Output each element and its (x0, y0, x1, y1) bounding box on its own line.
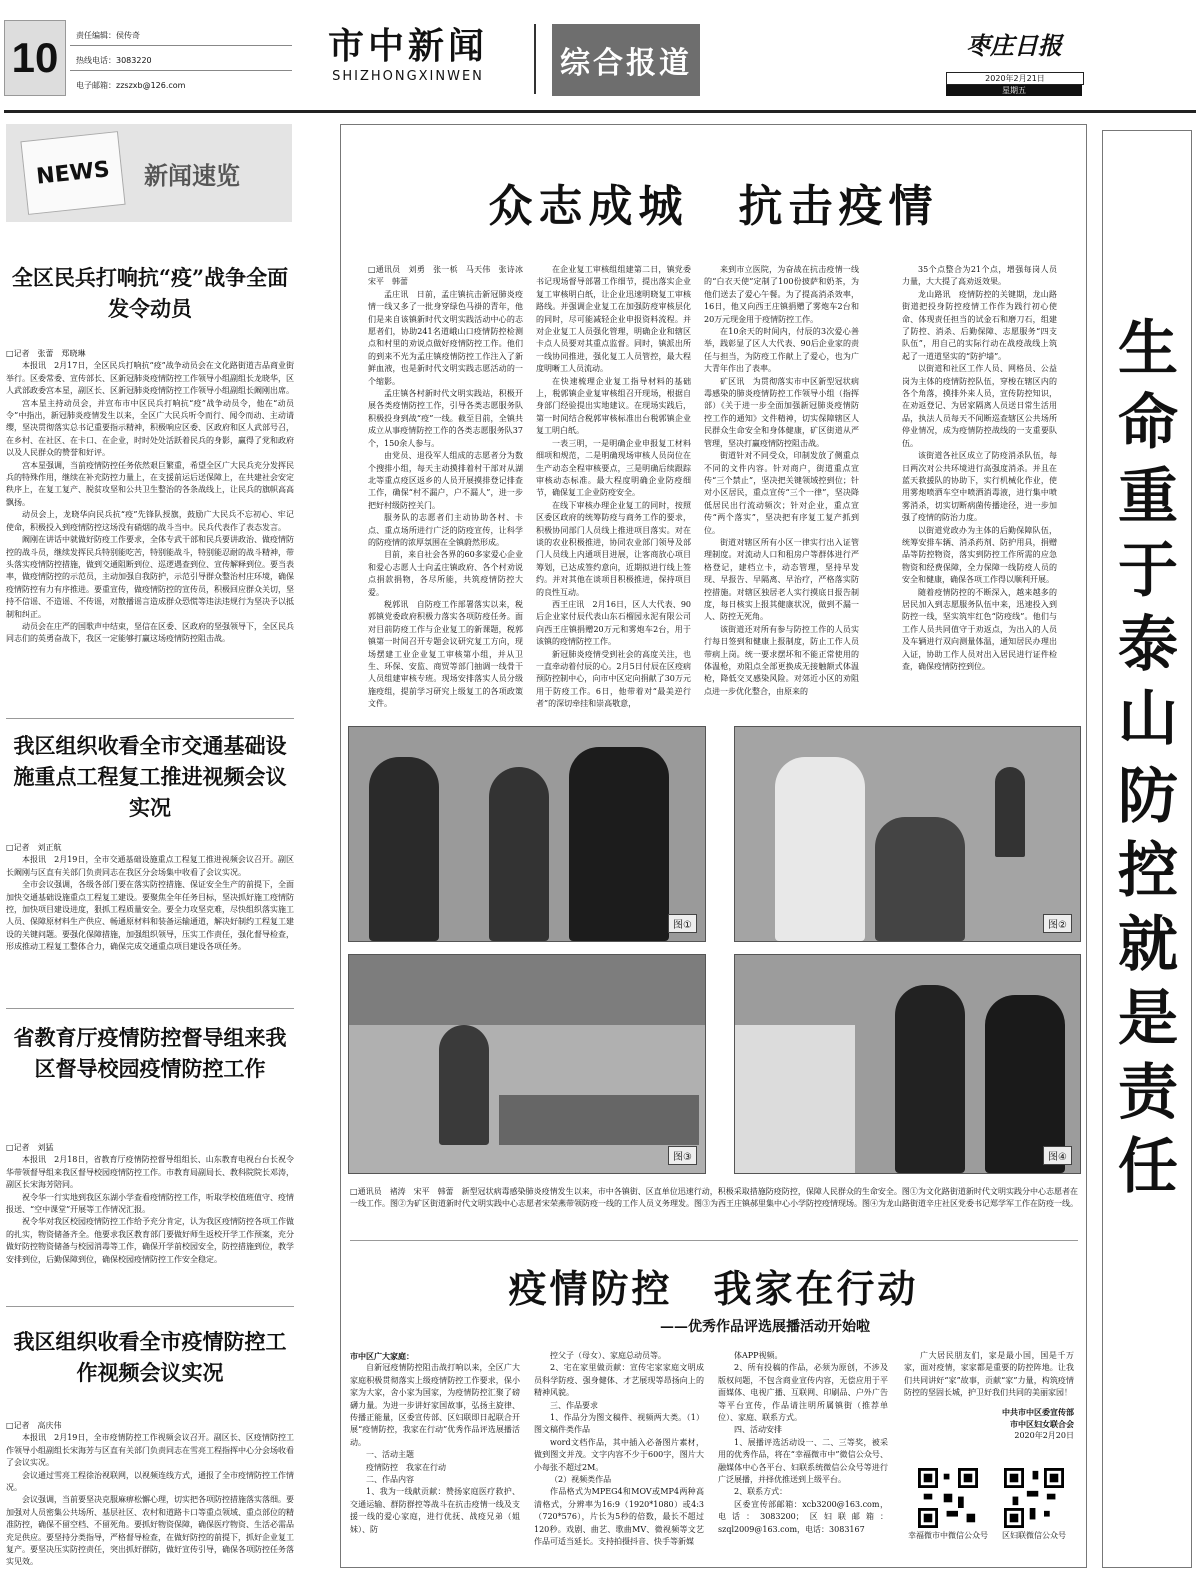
paragraph: 随着疫情防控的不断深入，越来越多的居民加入到志愿服务队伍中来，迅速投入到防控一线，坚实筑牢红色“防疫线”。他们与工作人员共同值守于劝返点，为出入的人员及车辆进行双向测量体温，通知居民办理出入证，协助工作人员对出入居民进行证件检查，确保疫情防控到位。 (902, 587, 1057, 671)
paragraph: 以街道和社区工作人员、网格员、公益岗为主体的疫情防控队伍，穿梭在辖区内的各个角落，摸排外来人员，宣传防控知识，在劝返登记、为居家隔离人员送日常生活用品，执法人员每天不间断巡查辖区公共场所停业情况，成为疫情防控战线的一支重要队伍。 (902, 364, 1057, 448)
divider (6, 1008, 294, 1009)
article-body (6, 1142, 294, 1266)
paragraph: 2、所有投稿的作品，必须为原创，不涉及版权问题，不包含商业宣传内容，无偿应用于平面媒体、电视广播、互联网、印刷品、户外广告等平台宣传，作品请注明所属镇街（推荐单位）、家庭、联系方式。 (718, 1363, 888, 1423)
paragraph: 孟庄镇各村新时代文明实践站，积极开展各类疫情防控工作，引导各类志愿服务队积极投身到战“疫”一线。截至目前，全镇共成立从事疫情防控工作的各类志愿服务队37个，150余人参与。 (368, 389, 523, 448)
person-figure (489, 767, 549, 941)
person-figure (439, 1025, 489, 1145)
article-column (902, 264, 1057, 673)
paragraph: 服务队的志愿者们主动协助各村、卡点、重点场所进行广泛的防疫宣传，让科学的防疫情的浓厚氛围在全镇蔚然形成。 (368, 513, 523, 547)
photo-haircut (734, 726, 1081, 942)
paragraph: 宫本星主持动员会，并宣布市中区民兵打响抗“疫”战争动员令，他在“动员令”中指出，新冠肺炎疫情发生以来，全区广大民兵听令而行、闻令而动、主动请缨，坚决贯彻落实总书记重要指示精神，积极响应区委、区政府和区人武部号召，在乡村、在社区、在卡口、在企业，时时处处活跃着民兵的身影，赢得了党和政府以及人民群众的赞誉和好评。 (6, 398, 294, 458)
article-body (6, 1420, 294, 1569)
paragraph: 1、作品分为图文稿件、视频两大类。（1）图文稿件类作品 (534, 1413, 704, 1435)
paragraph: 二、作品内容 (366, 1475, 414, 1485)
paragraph: （2）视频类作品 (550, 1475, 612, 1485)
article-byline: □记者 刘猛 (6, 1143, 54, 1152)
paragraph: 在10余天的时间内，付辰的3次爱心善举，践彰显了区人大代表、90后企业家的责任与担当，为防疫工作献上了爱心，也为广大青年作出了表率。 (704, 327, 859, 374)
article-byline: □记者 高庆伟 (6, 1421, 62, 1430)
paragraph: 本报讯 2月19日，全市疫情防控工作视频会议召开。副区长、区疫情防控工作领导小组副组长宋海芳与区直有关部门负责同志在雪亮工程指挥中心分会场收看了会议实况。 (6, 1433, 294, 1468)
article-title: 省教育厅疫情防控督导组来我区督导校园疫情防控工作 (13, 1025, 287, 1081)
article-title: 全区民兵打响抗“疫”战争全面发令动员 (11, 265, 289, 321)
masthead-title: 市中新闻 (327, 25, 488, 67)
editor-line: 责任编辑：侯传奇 (76, 31, 140, 40)
masthead-subtitle: SHIZHONGXINWEN (332, 69, 484, 84)
article-byline: □记者 张蕾 郑晓琳 (6, 349, 86, 358)
article-column (704, 264, 859, 698)
signature: 市中区妇女联合会 (1010, 1419, 1074, 1430)
paragraph: 龙山路讯 疫情防控的关键期，龙山路街道把投身防控疫情工作作为践行初心使命、体现责任担当的试金石和磨刀石，组建了防控、消杀、后勤保障、志愿服务“四支队伍”，用自己的实际行动在战疫战线上筑起了一道道坚实的“防护墙”。 (902, 289, 1057, 361)
paragraph: 该街道还对所有参与防控工作的人员实行每日签到和健康上报制度，防止工作人员带病上岗。统一要求摆坏和不能正常使用的体温枪，劝阻点全部更换成无接触额式体温枪，降低交叉感染风险。对郊近小区的劝阻点进一步优化整合，由原来的 (704, 624, 859, 696)
paragraph: 该街道各社区成立了防疫消杀队伍，每日两次对公共环境进行高强度消杀。并且在蓝天救援队的协助下，实行机械化作业，使用雾炮喷洒车空中喷洒消毒液，进行集中喷雾消杀，切实切断病菌传播途径，进一步加强了疫情的防治力度。 (902, 451, 1057, 523)
header-rule (4, 110, 1196, 113)
article-body (6, 348, 294, 646)
paragraph: 街道针对不同受众，印制发放了侧重点不同的文件内容。针对商户，街道重点宣传“三个禁止”，坚决把关键领域控到位；针对小区居民，重点宣传“三个一律”，坚决降低居民出行流动频次；针对企业，重点宣传“两个落实”，坚决把有序复工复产抓到位。 (704, 451, 859, 535)
campaign-title: 疫情防控 我家在行动 (508, 1267, 919, 1311)
paragraph: 来到市立医院，为奋战在抗击疫情一线的“白衣天使”定制了100份披萨和奶茶，为他们送去了爱心午餐。为了提高消杀效率，16日，他又向西王庄镇捐赠了雾炮车2台和20万元现金用于疫情防控工作。 (704, 265, 859, 324)
paragraph: 区委宣传部邮箱：xcb3200@163.com，电话：3083200；区妇联邮箱：szql2009@163.com，电话：3083167 (718, 1499, 888, 1534)
paragraph: 疫情防控 我家在行动 (366, 1462, 446, 1472)
paragraph: 动员会在庄严的国歌声中结束，坚信在区委、区政府的坚强领导下，全区民兵同志们的英勇奋战下，我区一定能够打赢这场疫情防控阻击战。 (6, 621, 294, 644)
article-title: 我区组织收看全市疫情防控工作视频会议实况 (13, 1329, 287, 1385)
paragraph: 街道对辖区所有小区一律实行出入证管理制度。对流动人口和租房户等群体进行严格登记，建档立卡，动态管理，坚持早发现、早报告、早隔离、早治疗，严格落实防控措施。对辖区独居老人实行摸底日报告制度，每日核实上报其健康状况，做到不漏一人、防控无死角。 (704, 537, 859, 622)
paragraph: 本报讯 2月17日，全区民兵打响抗“疫”战争动员会在文化路街道吉品商业街举行。区委常委、宣传部长、区新冠肺炎疫情防控工作领导小组副组长龙晓华，区人武部政委宫本星，副区长、区新冠肺炎疫情防控工作领导小组副组长阚刚出席。 (6, 361, 294, 396)
paragraph: 35个点整合为21个点，增强每岗人员力量，大大提了高劝返效果。 (902, 265, 1057, 287)
paragraph: 本报讯 2月18日，省教育厅疫情防控督导组组长、山东教育电视台台长祝令华带领督导组来我区督导校园疫情防控工作。市教育局副局长、教科院院长邓涛，副区长宋海芳陪同。 (6, 1155, 294, 1190)
article-byline: □通讯员 刘勇 张一梹 马天伟 张诗冰 宋平 韩蕾 (368, 265, 531, 287)
section-title: 综合报道 (552, 24, 700, 96)
page-number: 10 (4, 20, 66, 96)
publication-date: 2020年2月21日 (946, 72, 1084, 85)
notice-column (350, 1350, 520, 1536)
hotline-line: 热线电话：3083220 (76, 56, 152, 65)
article-byline: □记者 刘正航 (6, 843, 62, 852)
paragraph: 三、作品要求 (550, 1400, 598, 1410)
paragraph: 动员会上，龙晓华向民兵抗“疫”先锋队授旗，鼓励广大民兵不忘初心、牢记使命，积极投入到疫情防控这场没有硝烟的战斗当中。民兵代表作了表态发言。 (6, 510, 294, 532)
photo-label: 图③ (668, 1146, 697, 1165)
paragraph: 祝令华对我区校园疫情防控工作给予充分肯定，认为我区疫情防控各项工作做的扎实，物资储备齐全。他要求我区教育部门要做好师生返校开学工作预案，充分做好防控物资储备与校园消毒等工作，确保开学前校园安全，防控措施到位，教学安排到位，后勤保障到位，确保校园疫情防控工作安全稳定。 (6, 1217, 294, 1264)
person-figure (895, 985, 965, 1173)
paragraph: 孟庄讯 日前，孟庄镇抗击新冠肺炎疫情一线又多了一批身穿绿色马褂的青年，他们是来自该镇新时代文明实践活动中心的志愿者们，协助241名道峨山口疫情防控检测点和村里的劝说点做好疫情防控工作。他们的到来不光为孟庄镇疫情防控工作注入了新鲜血液，也是新时代文明实践志愿活动的一个缩影。 (368, 289, 523, 386)
tent (735, 1025, 855, 1173)
article-column (368, 264, 531, 711)
paragraph: word文档作品，其中插入必备图片素材，做到图文并茂。文字内容不少于600字，图片大小每张不超过2M。 (534, 1437, 704, 1472)
divider (6, 1306, 294, 1307)
paragraph: 以街道党政办为主体的后勤保障队伍，统筹安排车辆、消杀药剂、防护用具，捐赠品等防控物资，落实到防控工作所需的应急物资和经费保障，全力保障一线防疫人员的安全和健康，确保各项工作得以顺利开展。 (902, 525, 1057, 585)
paragraph: 一、活动主题 (366, 1450, 414, 1460)
divider (350, 1240, 1078, 1241)
paragraph: 自新冠疫情防控阻击战打响以来，全区广大家庭积极贯彻落实上级疫情防控工作要求，保小家为大家，舍小家为国家，为疫情防控汇聚了磅礴力量。为进一步讲好家国故事，弘扬主旋律、传播正能量，区委宣传部、区妇联即日起联合开展“疫情防控，我家在行动”优秀作品评选展播活动。 (350, 1363, 520, 1447)
paper-logo: 枣庄日报 (966, 31, 1062, 60)
paragraph: 目前，来自社会各界的60多家爱心企业和爱心志愿人士向孟庄镇政府、各个村劝说点捐款捐物，各尽所能，共筑疫情防控大爱。 (368, 550, 523, 597)
article-title: 我区组织收看全市交通基础设施重点工程复工推进视频会议实况 (13, 733, 287, 820)
photo-label: 图② (1043, 914, 1072, 933)
paragraph: 本报讯 2月19日，全市交通基础设施重点工程复工推进视频会议召开。副区长阚刚与区直有关部门负责同志在我区分会场集中收看了会议实况。 (6, 855, 294, 877)
person-figure (775, 757, 865, 941)
paragraph: 由党员、退役军人组成的志愿者分为数个搜排小组，每天主动摸排着村干部对从湖北等重点疫区返乡的人员开展摸排登记排查工作，确保“村不漏户，户不漏人”，进一步把好村级防控关门。 (368, 451, 523, 510)
photo-classroom (348, 954, 706, 1174)
classroom-wall (349, 955, 705, 1025)
divider (70, 70, 292, 71)
qr-label: 区妇联微信公众号 (1002, 1531, 1066, 1540)
paragraph: 控父子（母女）、家庭总动员等。 (550, 1351, 666, 1360)
paragraph: 在企业复工审核组组建第二日，镇党委书记现场督导部署工作细节，提出落实企业复工审核明白纸，让企业迅速明晓复工审核路线。并强调企业复工在加强防疫审核层化的同时，尽可能减轻企业申报资料流程。并对企业复工人员强化管理，明确企业和辖区卡点人员要对其重点监督。同时，镇派出所一线协同推进，强化复工人员管控，最大程度明晰工人员流动。 (536, 265, 691, 374)
paragraph: 矿区讯 为贯彻落实市中区新型冠状病毒感染的肺炎疫情防控工作领导小组（指挥部）《关于进一步全面加强新冠肺炎疫情防控工作的通知》文件精神，切实保障辖区人民群众生命安全和身体健康，矿区街道从严管理，坚决打赢疫情防控阻击战。 (704, 376, 859, 448)
paragraph: 税郭讯 自防疫工作部署落实以来，税郭镇党委政府积极力落实各项防疫任务。面对目前防疫工作与企业复工的新课题，税郭镇第一时间召开专题会议研究复工方向，现场摆建工业企业复工审核第小组，并从卫生、环保、安监、商贸等部门抽调一线骨干人员组建审核专班。现场安排落实人员分级施疫组，提前学习研究上级复工的各项政策文件。 (368, 599, 523, 709)
paragraph: 2、宅在家里做贡献：宣传宅家家庭文明成员科学防疫、强身健体、才艺展现等昂扬向上的精神风貌。 (534, 1363, 704, 1398)
notice-column (534, 1350, 704, 1549)
paragraph: 祝令华一行实地到我区东湖小学查看疫情防控工作，听取学校值班值守、疫情报送、“空中课堂”开展等工作情况汇报。 (6, 1192, 294, 1215)
paragraph: 阚刚在讲话中就做好防疫工作要求，全体专武干部和民兵要讲政治、做疫情防控的战斗员，继续发挥民兵特别能吃苦，特别能战斗，特别能忍耐的战斗精神，带头落实疫情防控措施，做到交通阻断到位、巡逻遇查到位、宣传解释到位。要当表率，做疫情防控的示范员，主动加强自我防护，示范引导群众整治村庄环境，确保疫情防控有力有序推进。要重宣传，做疫情防控的宣传员，积极回应群众关切，坚持不信谣、不造谣、不传谣，对散播谣言造成群众恐慌等违法违规行为坚决予以抵制和纠正。 (6, 535, 294, 619)
paragraph: 2、联系方式： (734, 1487, 788, 1497)
paragraph: 广大居民朋友们，家是最小国，国是千万家，面对疫情，家家都是重要的防控阵地。让我们共同讲好“家”故事，贡献“家”力量，构筑疫情防控的坚固长城，护卫好我们共同的美丽家园！ (904, 1351, 1074, 1398)
paragraph: 会议通过雪亮工程徐治视联网，以视频连线方式，通报了全市疫情防控工作情况。 (6, 1470, 294, 1493)
slogan-text: 生命重于泰山 (1118, 314, 1178, 754)
divider (534, 24, 536, 94)
campaign-subtitle: ——优秀作品评选展播活动开始啦 (660, 1319, 870, 1335)
paragraph: 西王庄讯 2月16日，区人大代表、90后企业家付辰代表山东石榴园永泥有限公司向西王庄镇捐赠20万元和雾炮车2台，用于该镇的疫情防控工作。 (536, 599, 691, 647)
article-body (6, 842, 294, 954)
paragraph: 全市会议强调，各级各部门要在落实防控措施、保证安全生产的前提下，全面加快交通基础设施重点工程复工建设。要聚焦全年任务目标，坚决抓好施工疫情防控，加快项目建设进度，狠抓工程质量安全。要全力攻坚克难，尽快组织落实施工人员、保障原材料生产供应、畅通原材料和装备运输通道，解决好制约工程复工建设的关键问题。要强化保障措施，加强组织领导，压实工作责任，强化督导检查，形成推动工程复工整体合力，确保完成交通重点项目建设各项任务。 (6, 880, 294, 952)
person-figure (875, 817, 965, 941)
email-line: 电子邮箱：zzszxb@126.com (76, 81, 186, 90)
masthead (304, 18, 512, 98)
news-tag: NEWS (20, 131, 125, 215)
notice-salutation: 市中区广大家庭： (350, 1351, 414, 1361)
photo-volunteers (348, 726, 706, 942)
person-figure (995, 767, 1025, 857)
qr-code-icon (918, 1468, 978, 1528)
paragraph: 会议强调，当前要坚决克服麻痹松懈心理，切实把各项防控措施落实落细。要加强对人员密集公共场所、基层社区、农村和道路卡口等重点领域、重点部位的精准防控，确保不留空档、不留死角。要抓好物资保障，确保医疗物资、生活必需品充足供应。要坚持分类指导，严格督导检查，在做好防控的前提下，抓好企业复工复产。要坚决压实防控责任，突出抓好群防，做好宣传引导，确保各项防控任务落实见效。 (6, 1495, 294, 1567)
photo-label: 图④ (1043, 1146, 1072, 1165)
paragraph: 体APP视频。 (734, 1351, 783, 1360)
paragraph: 宫本星强调，当前疫情防控任务依然艰巨繁重，希望全区广大民兵充分发挥民兵的特殊作用，继续在补充防控力量上，在支援前运后送保障上，在共建社会安定秩序上，在复工复产、脱贫攻坚和公共卫生整治的各条战线上，让民兵的旗帜高高飘扬。 (6, 460, 294, 507)
weekday-label: 星期五 (946, 85, 1082, 96)
person-figure (369, 757, 439, 941)
person-figure (569, 747, 669, 941)
signature-date: 2020年2月20日 (1014, 1431, 1074, 1441)
desks (499, 1095, 699, 1145)
signature: 中共市中区委宣传部 (1002, 1406, 1074, 1417)
paragraph: 1、我为一线献贡献：赞扬家庭医疗救护、交通运输、群防群控等战斗在抗击疫情一线及支援一线的爱心家庭，进行优抚、战疫兄弟（姐妹）、防 (350, 1487, 520, 1534)
notice-column (904, 1350, 1074, 1443)
paragraph: 在快速梳理企业复工指导材料的基础上，税郭镇企业复审核组召开现场，根据自身部门经验提出实地建议。在现场实践后，第一时间结合税郭审核标准出台税郭镇企业复工明白纸。 (536, 376, 691, 436)
news-brief-heading: 新闻速览 (144, 161, 240, 190)
feature-title: 众志成城 抗击疫情 (488, 181, 939, 232)
article-column (536, 264, 691, 711)
paragraph: 1、展播评选活动设一、二、三等奖，被采用的优秀作品，将在“幸福微市中”微信公众号、融媒体中心各平台、妇联系统微信公众号等进行广泛展播，并择优推送到上级平台。 (718, 1437, 888, 1485)
notice-column (718, 1350, 888, 1536)
slogan-text: 防控就是责任 (1118, 762, 1178, 1202)
paragraph: 一表三明，一是明确企业申报复工材料细项和规范，二是明确现场审核人员岗位在生产动态全程审核要点，三是明确后续跟踪审核动态标准。最大程度明确企业防疫细节，确保复工企业防疫安全。 (536, 438, 691, 498)
photo-label: 图① (668, 914, 697, 933)
qr-label: 幸福微市中微信公众号 (908, 1531, 988, 1540)
paragraph: 作品格式为MPEG4和MOV或MP4两种高清格式，分辨率为16:9（1920*1080）或4:3（720*576），片长为5秒的倍数，最长不超过120秒。戏剧、曲艺、歌曲MV、微视频等文艺作品可适当延长。支持拍摄抖音、快手等新媒 (534, 1487, 704, 1547)
paragraph: 在线下审核办理企业复工的同时，按照区委区政府的统筹防疫与商务工作的要求，积极协同部门人员线上推进项目落实。对在谈的农业积极推进，协同农业部门领导及部门人员线上内通项目进展，让客商放心项目筹划，已达成签约意向，近期拟进行线上签约。并对其他在谈项目积极推进，保持项目的良性互动。 (536, 500, 691, 597)
photo-checkpoint (734, 954, 1081, 1174)
divider (70, 45, 292, 46)
divider (6, 718, 294, 719)
paragraph: 新冠肺炎疫情受到社会的高度关注，也一直牵动着付辰的心。2月5日付辰在区疫病预防控制中心，向市中区定向捐献了30万元用于防疫工作。6日，他带着对“最美逆行者”的深切牵挂和崇高敬意， (536, 649, 691, 709)
qr-code-icon (1004, 1468, 1064, 1528)
photo-caption: □通讯员 褚涛 宋平 韩蕾 新型冠状病毒感染肺炎疫情发生以来，市中各镇街、区直单位迅速行动，积极采取措施防疫防控，保障人民群众的生命安全。图①为文化路街道新时代文明实践分中心志愿者在一线工作。图②为矿区街道新时代文明实践中心志愿者宋荣燕带领防疫一线的工作人员义务理发。图③为西王庄镇郝里集中心小学防控疫情现场。图④为龙山路街道辛庄社区党委书记郑学军工作在防疫一线。 (350, 1187, 1078, 1209)
paragraph: 四、活动安排 (734, 1425, 782, 1435)
